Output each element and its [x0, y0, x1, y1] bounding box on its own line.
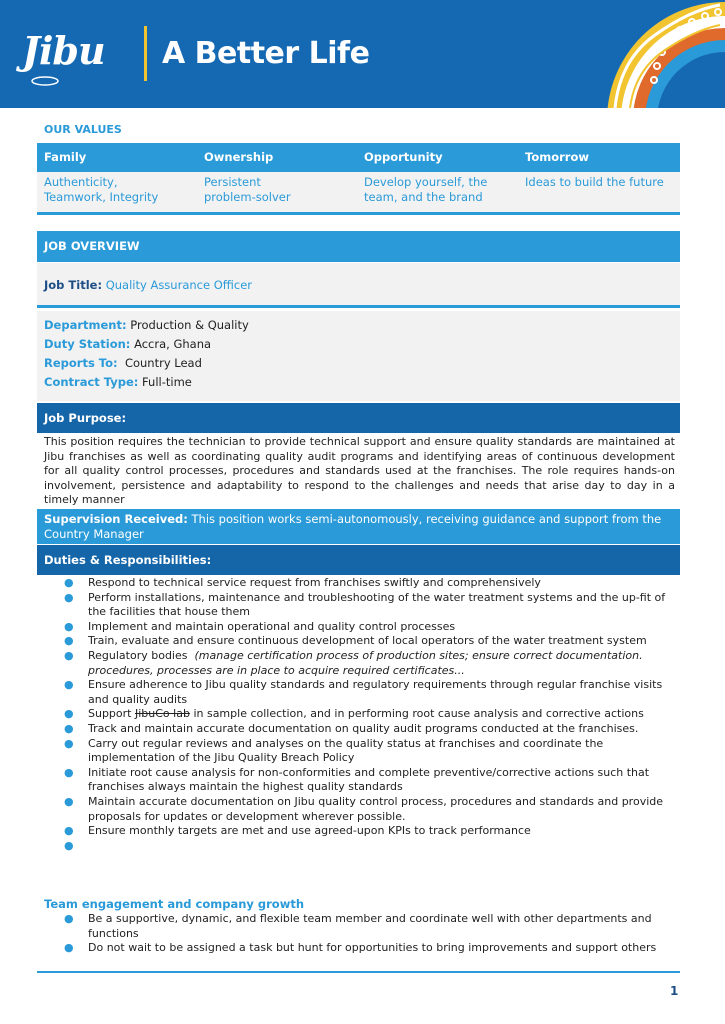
- header-tagline: A Better Life: [162, 36, 370, 71]
- duties-list: [60, 576, 678, 853]
- list-item: ● Train, evaluate and ensure continuous development of local operators of the water treatment system: [64, 634, 647, 648]
- supervision-label: Supervision Received:: [44, 512, 188, 526]
- job-title-label: Job Title:: [44, 278, 103, 292]
- jibu-logo: Jibu: [22, 28, 105, 73]
- supervision-text: This position works semi-autonomously, receiving guidance and support from the Country Manager: [44, 512, 662, 541]
- page-header: [0, 0, 725, 108]
- job-purpose-heading: Job Purpose:: [37, 403, 680, 433]
- job-overview-heading: JOB OVERVIEW: [37, 231, 680, 262]
- list-item: ● Carry out regular reviews and analyses on the quality status at franchises and coordinate the implementation of the Jibu Quality Breach Policy: [64, 736, 604, 765]
- team-engagement-heading: Team engagement and company growth: [44, 897, 305, 911]
- values-section-label: OUR VALUES: [44, 123, 122, 136]
- list-item: ● Perform installations, maintenance and troubleshooting of the water treatment systems and the up-fit of the facilities that house them: [64, 590, 666, 619]
- team-list: [60, 912, 678, 956]
- list-item: ● Ensure monthly targets are met and use agreed-upon KPIs to track performance: [64, 824, 531, 838]
- value-heading-ownership: Ownership: [204, 150, 274, 164]
- job-title-row: [37, 263, 680, 308]
- contract-type-label: Contract Type:: [44, 375, 139, 389]
- contract-type-value: Full-time: [142, 375, 192, 389]
- values-table: [37, 143, 680, 215]
- duty-station-value: Accra, Ghana: [134, 337, 212, 351]
- department-value: Production & Quality: [130, 318, 249, 332]
- list-item: ● Initiate root cause analysis for non-conformities and complete preventive/corrective actions such that franchises always maintain the highest quality standards: [64, 765, 650, 794]
- duties-heading: Duties & Responsibilities:: [37, 545, 680, 575]
- value-desc-ownership: Persistent problem-solver: [204, 175, 291, 204]
- value-heading-tomorrow: Tomorrow: [525, 150, 589, 164]
- bottom-rule: [37, 971, 680, 973]
- reports-to-label: Reports To:: [44, 356, 118, 370]
- list-item: ● Support JibuCo lab in sample collection, and in performing root cause analysis and corrective actions: [64, 707, 644, 721]
- page-number: 1: [670, 984, 679, 998]
- logo-drop-icon: [30, 75, 60, 87]
- list-item: ●: [64, 838, 74, 852]
- list-item: ● Respond to technical service request from franchises swiftly and comprehensively: [64, 576, 541, 589]
- list-item: ● Track and maintain accurate documentation on quality audit programs conducted at the franchises.: [64, 721, 639, 735]
- decorative-pattern-icon: [595, 0, 725, 108]
- value-desc-opportunity: Develop yourself, the team, and the brand: [364, 175, 488, 204]
- duty-station-label: Duty Station:: [44, 337, 131, 351]
- reports-to-value: Country Lead: [124, 356, 202, 370]
- header-divider: [144, 26, 147, 81]
- value-heading-opportunity: Opportunity: [364, 150, 443, 164]
- value-desc-tomorrow: Ideas to build the future: [525, 175, 664, 189]
- job-title-value: Quality Assurance Officer: [105, 278, 253, 292]
- value-heading-family: Family: [44, 150, 87, 164]
- list-item: ● Do not wait to be assigned a task but hunt for opportunities to bring improvements and support others: [64, 941, 657, 955]
- value-desc-family: Authenticity, Teamwork, Integrity: [44, 175, 159, 204]
- list-item: ● Implement and maintain operational and quality control processes: [64, 619, 456, 633]
- supervision-box: [37, 509, 680, 544]
- list-item: ● Maintain accurate documentation on Jibu quality control process, procedures and standards and provide proposals for updates or development wherever possible.: [64, 794, 664, 823]
- list-item: ● Regulatory bodies (manage certification process of production sites; ensure correct documentation. procedures, processes are in place to acquire required certificates...: [64, 648, 643, 677]
- job-purpose-text: This position requires the technician to provide technical support and ensure quality standards are maintained at Jibu franchises as well as coordinating quality audit programs and identifying areas of continuous development for all quality control processes, procedures and standards used at the franchises. The role requires hands-on involvement, persistence and adaptability to respond to the challenges and needs that arise day to day in a timely manner: [44, 435, 675, 507]
- list-item: ● Ensure adherence to Jibu quality standards and regulatory requirements through regular franchise visits and quality audits: [64, 678, 663, 706]
- list-item: ● Be a supportive, dynamic, and flexible team member and coordinate well with other departments and functions: [64, 912, 652, 940]
- job-details: [37, 311, 680, 401]
- department-label: Department:: [44, 318, 127, 332]
